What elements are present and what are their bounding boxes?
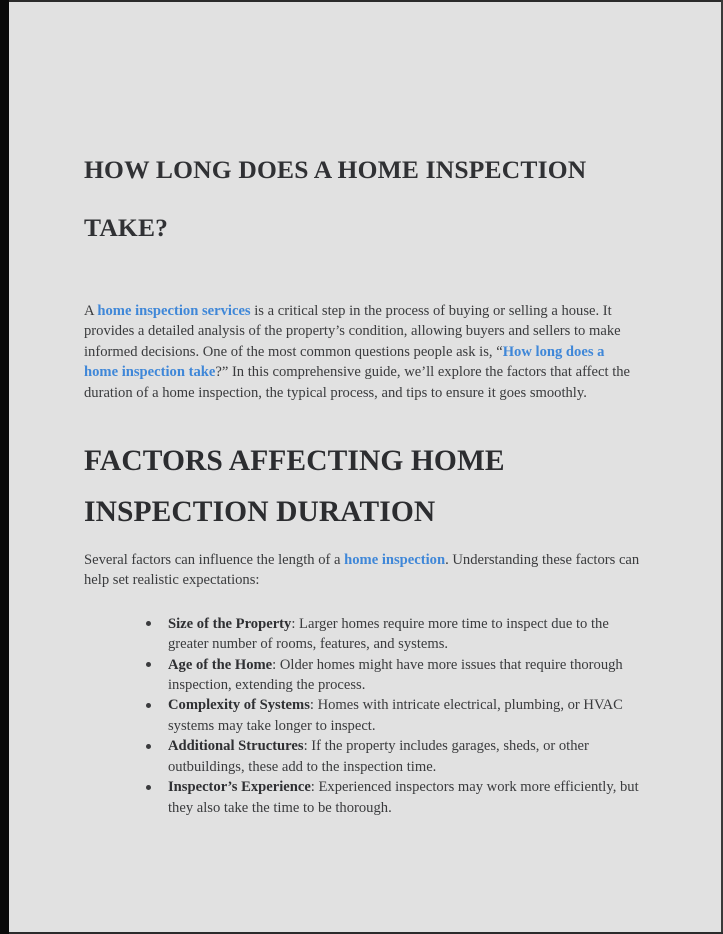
intro-paragraph xyxy=(84,301,640,403)
list-item-description: : Experienced inspectors may work more efficiently, but they also take the time to be thorough. xyxy=(168,779,639,816)
list-item-term: Additional Structures xyxy=(168,738,304,755)
section-lead-paragraph xyxy=(84,550,640,591)
list-item-description: : Homes with intricate electrical, plumbing, or HVAC systems may take longer to inspect. xyxy=(168,697,623,734)
list-item-description: : Older homes might have more issues that require thorough inspection, extending the process. xyxy=(168,656,623,694)
factor-list xyxy=(140,614,640,818)
bullet-dot-icon xyxy=(146,785,151,790)
list-item xyxy=(140,655,640,696)
spacer-after-section-heading xyxy=(84,538,640,550)
intro-text-part-2: is a critical step in the process of buying or selling a house. It provides a detailed analysis of the property’s condition, allowing buyers and sellers to make informed decisions. One of the most common questions people ask is, “ xyxy=(84,303,621,360)
factor-list-wrapper xyxy=(84,614,640,818)
list-item-description: : Larger homes require more time to inspect due to the greater number of rooms, features, and systems. xyxy=(168,615,609,653)
list-item-term: Age of the Home xyxy=(168,656,273,673)
link-home-inspection[interactable]: home inspection xyxy=(344,552,446,569)
list-item xyxy=(140,695,640,736)
section-lead-part-2: . Understanding these factors can help set realistic expectations: xyxy=(84,552,640,589)
bullet-dot-icon xyxy=(146,621,151,626)
spacer-before-section-heading xyxy=(84,403,640,436)
link-home-inspection-services[interactable]: home inspection services xyxy=(97,303,251,319)
section-heading-factors: FACTORS AFFECTING HOME INSPECTION DURATION xyxy=(84,445,505,529)
list-item xyxy=(140,736,640,777)
bullet-dot-icon xyxy=(146,744,151,749)
bullet-dot-icon xyxy=(146,703,151,708)
link-how-long-does-a-home-inspection-take[interactable]: How long does a home inspection take xyxy=(84,343,605,381)
document-content xyxy=(84,0,640,818)
section-lead-part-1: Several factors can influence the length of a xyxy=(84,552,345,569)
intro-text-part-3: ?” In this comprehensive guide, we’ll explore the factors that affect the duration of a home inspection, the typical process, and tips to ensure it goes smoothly. xyxy=(84,364,631,401)
list-item xyxy=(140,614,640,655)
list-item-description: : If the property includes garages, sheds, or other outbuildings, these add to the inspection time. xyxy=(168,738,589,775)
intro-text-part-1: A xyxy=(84,303,98,319)
list-item-term: Complexity of Systems xyxy=(168,697,310,714)
list-item-term: Size of the Property xyxy=(168,615,292,632)
bullet-dot-icon xyxy=(146,662,151,667)
page-title: HOW LONG DOES A HOME INSPECTION TAKE? xyxy=(84,155,587,242)
spacer-before-factor-list xyxy=(84,591,640,614)
page-left-edge-bar xyxy=(0,0,9,934)
list-item-term: Inspector’s Experience xyxy=(168,779,311,796)
list-item xyxy=(140,777,640,818)
spacer-after-title xyxy=(84,257,640,301)
